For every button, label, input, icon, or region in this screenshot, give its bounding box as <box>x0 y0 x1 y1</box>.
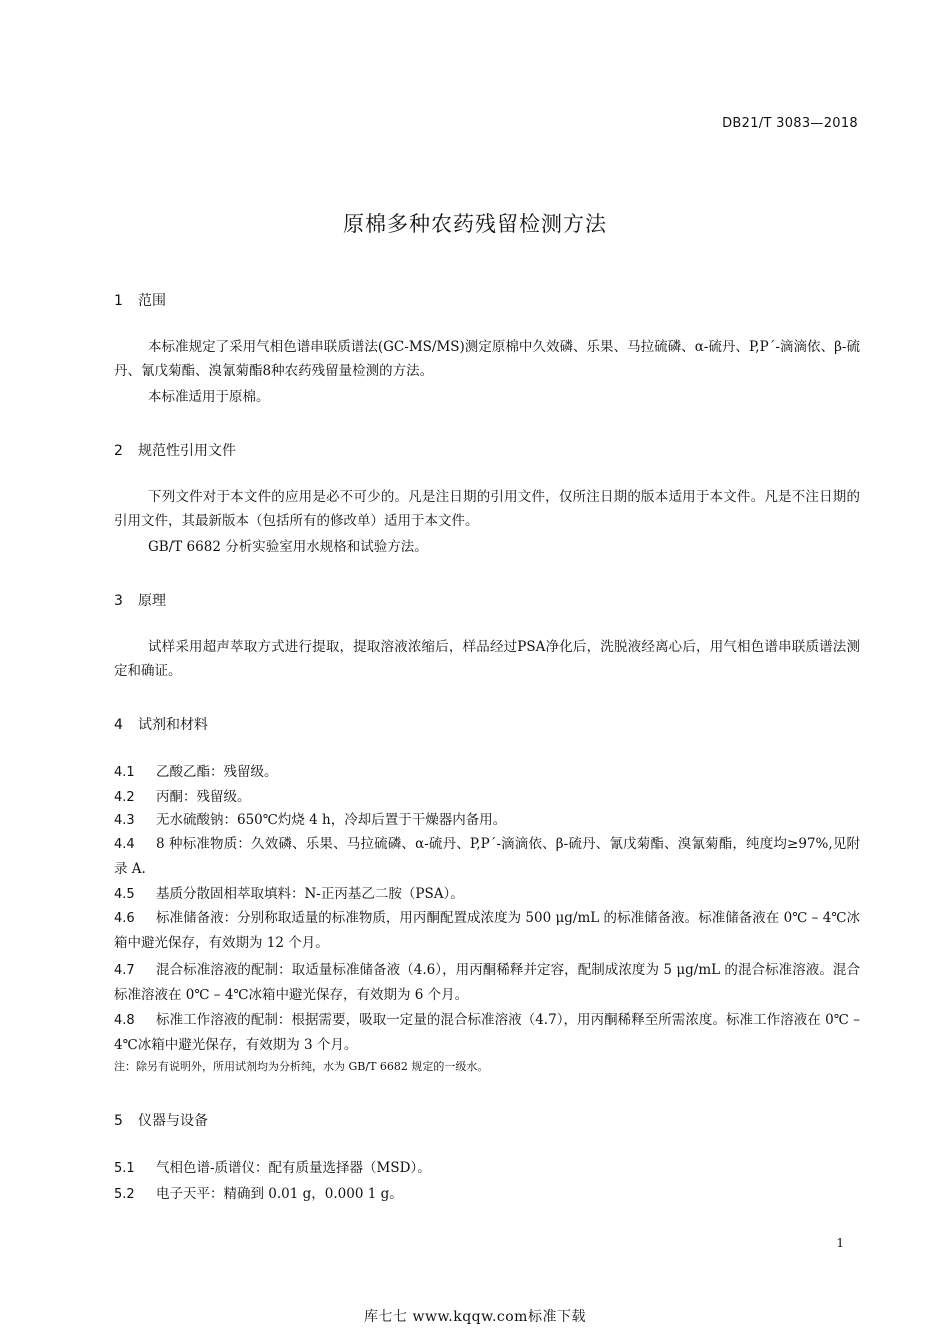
item-text: 气相色谱-质谱仪：配有质量选择器（MSD）。 <box>156 1160 431 1176</box>
item-number: 4.1 <box>114 765 135 780</box>
paragraph: 本标准适用于原棉。 <box>148 389 270 405</box>
section-number: 3 <box>114 593 123 609</box>
item-text: 混合标准溶液的配制：取适量标准储备液（4.6），用丙酮稀释并定容，配制成浓度为 5 μg/mL 的混合标准溶液。混合标准溶液在 0℃ – 4℃冰箱中避光保存，有效期为 6 个月。 <box>114 962 860 1003</box>
item-text: 标准工作溶液的配制：根据需要，吸取一定量的混合标准溶液（4.7），用丙酮稀释至所需浓度。标准工作溶液在 0℃ – 4℃冰箱中避光保存，有效期为 3 个月。 <box>114 1012 860 1053</box>
section-heading-1 <box>114 290 166 310</box>
section-number: 1 <box>114 293 123 309</box>
note: 注：除另有说明外，所用试剂均为分析纯，水为 GB/T 6682 规定的一级水。 <box>114 1060 489 1073</box>
item-number: 4.7 <box>114 963 135 978</box>
section-title: 范围 <box>138 293 166 309</box>
item-number: 5.1 <box>114 1161 135 1176</box>
list-item <box>114 882 860 907</box>
paragraph: 试样采用超声萃取方式进行提取，提取溶液浓缩后，样品经过PSA净化后，洗脱液经离心后，用气相色谱串联质谱法测定和确证。 <box>114 639 860 679</box>
paragraph: 本标准规定了采用气相色谱串联质谱法(GC-MS/MS)测定原棉中久效磷、乐果、马拉硫磷、α-硫丹、P,P´-滴滴依、β-硫丹、氰戊菊酯、溴氰菊酯8种农药残留量检测的方法。 <box>114 339 860 379</box>
list-item <box>114 906 860 955</box>
section-title: 原理 <box>138 593 166 609</box>
section-number: 2 <box>114 443 123 459</box>
footer-watermark: 库七七 www.kqqw.com标准下载 <box>364 1309 586 1325</box>
section-number: 5 <box>114 1113 123 1129</box>
paragraph: GB/T 6682 分析实验室用水规格和试验方法。 <box>148 539 428 555</box>
standard-code: DB21/T 3083—2018 <box>722 116 858 131</box>
item-number: 4.4 <box>114 837 135 852</box>
document-title: 原棉多种农药残留检测方法 <box>343 212 607 236</box>
section-heading-4 <box>114 714 208 734</box>
section-number: 4 <box>114 717 123 733</box>
item-number: 4.2 <box>114 790 135 805</box>
page-number: 1 <box>836 1236 844 1250</box>
item-number: 4.8 <box>114 1013 135 1028</box>
list-item <box>114 760 860 785</box>
section-title: 仪器与设备 <box>138 1113 208 1129</box>
item-number: 5.2 <box>114 1187 135 1202</box>
section-title: 试剂和材料 <box>138 717 208 733</box>
section-heading-5 <box>114 1110 208 1130</box>
section-title: 规范性引用文件 <box>138 443 236 459</box>
list-item <box>114 1156 860 1181</box>
item-number: 4.3 <box>114 813 135 828</box>
list-item <box>114 1182 860 1207</box>
item-text: 标准储备液：分别称取适量的标准物质，用丙酮配置成浓度为 500 μg/mL 的标准储备液。标准储备液在 0℃ – 4℃冰箱中避光保存，有效期为 12 个月。 <box>114 910 860 951</box>
item-text: 8 种标准物质：久效磷、乐果、马拉硫磷、α-硫丹、P,P´-滴滴依、β-硫丹、氰戊菊酯、溴氰菊酯，纯度均≥97%,见附录 A. <box>114 836 860 877</box>
item-text: 丙酮：残留级。 <box>156 789 251 805</box>
section-heading-2 <box>114 440 236 460</box>
item-text: 基质分散固相萃取填料：N-正丙基乙二胺（PSA）。 <box>156 886 464 902</box>
paragraph: 下列文件对于本文件的应用是必不可少的。凡是注日期的引用文件，仅所注日期的版本适用于本文件。凡是不注日期的引用文件，其最新版本（包括所有的修改单）适用于本文件。 <box>114 489 860 529</box>
item-text: 乙酸乙酯：残留级。 <box>156 764 278 780</box>
list-item <box>114 958 860 1007</box>
item-text: 电子天平：精确到 0.01 g，0.000 1 g。 <box>156 1186 403 1202</box>
item-text: 无水硫酸钠：650℃灼烧 4 h，冷却后置于干燥器内备用。 <box>156 812 507 828</box>
list-item <box>114 785 860 810</box>
item-number: 4.5 <box>114 887 135 902</box>
item-number: 4.6 <box>114 911 135 926</box>
list-item <box>114 832 860 881</box>
list-item <box>114 808 860 833</box>
list-item <box>114 1008 860 1057</box>
section-heading-3 <box>114 590 166 610</box>
